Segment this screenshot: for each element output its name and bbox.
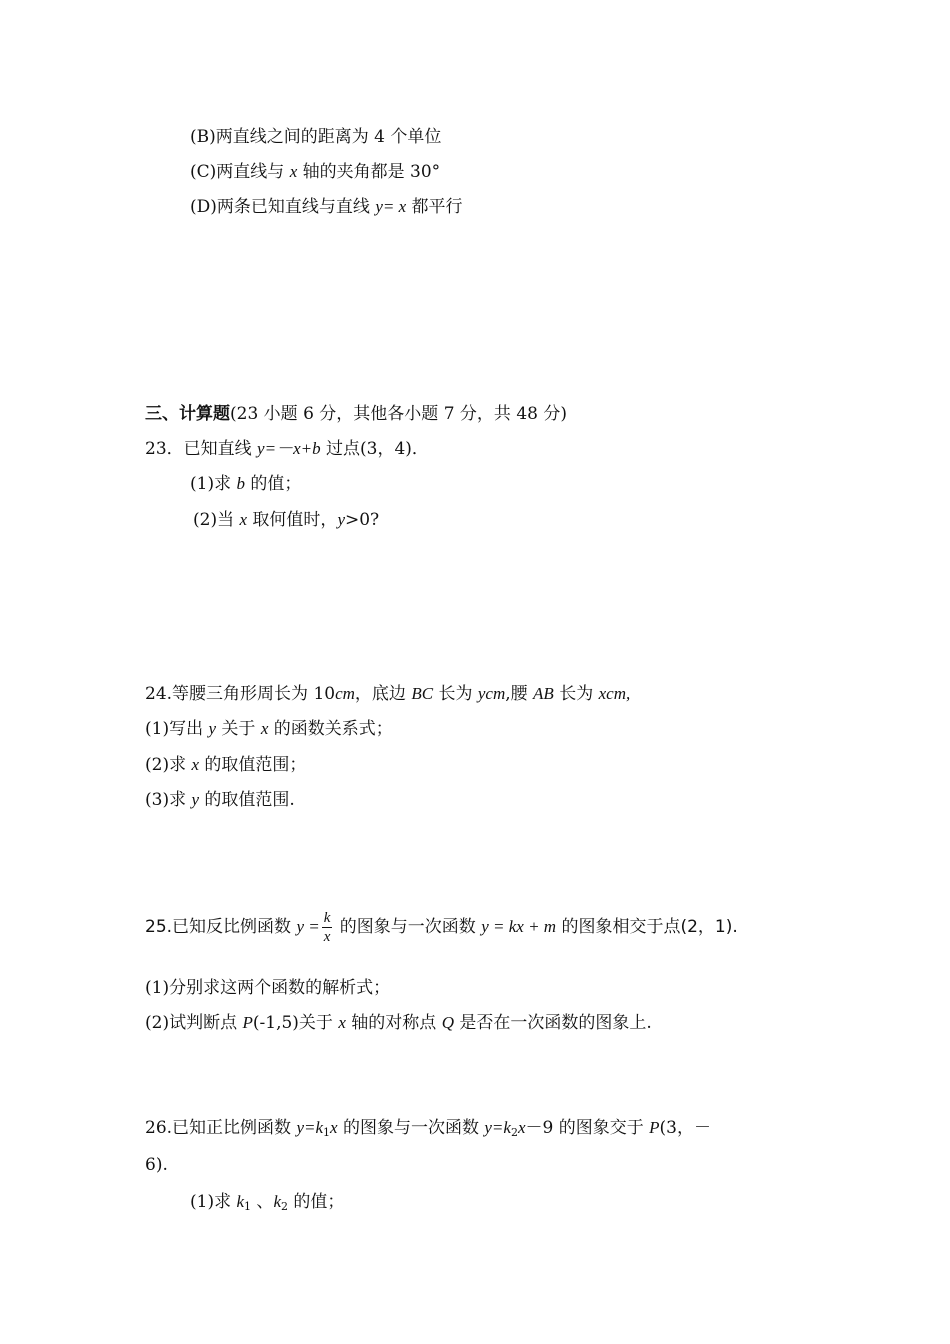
- option-b: [190, 125, 441, 149]
- q25-p2-p: P: [242, 1013, 253, 1032]
- q24-p3-y: y: [191, 790, 200, 809]
- q26-k2: k: [273, 1192, 281, 1211]
- q24-ab: AB: [533, 684, 554, 703]
- q25-p2-x: x: [338, 1013, 346, 1032]
- q23-p2-mid: 取何值时，: [247, 510, 338, 530]
- q25-y-eq: y =: [296, 917, 320, 936]
- q25-p2-q: Q: [441, 1013, 454, 1032]
- option-d-pre: (D)两条已知直线与直线: [190, 197, 376, 217]
- q26-stem-cont: [145, 1153, 168, 1177]
- section-3-title: 三、计算题: [145, 404, 230, 424]
- q26-part-1: [190, 1190, 344, 1219]
- q24-xcm: xcm,: [598, 684, 631, 703]
- q26-line2: 6).: [145, 1155, 168, 1175]
- q23-p1-pre: (1)求: [190, 474, 237, 494]
- q25-pre: 25.已知反比例函数: [145, 917, 297, 937]
- q26-eq2-b: x: [517, 1118, 526, 1137]
- q26-p1-pre: (1)求: [190, 1192, 237, 1212]
- q25-p1: (1)分别求这两个函数的解析式；: [145, 978, 391, 998]
- q25-p2-pt: (-1,5)关于: [252, 1013, 339, 1033]
- q26-eq2-c: －9 的图象交于: [525, 1118, 650, 1138]
- q24-t1: 24.等腰三角形周长为 10: [145, 684, 336, 704]
- q25-stem: [145, 903, 738, 951]
- q24-p1-mid: 关于: [216, 719, 261, 739]
- q24-t3: 长为: [433, 684, 478, 704]
- q24-part-2: [145, 753, 306, 777]
- q24-t2: ，底边: [354, 684, 412, 704]
- q23-p1-var: b: [236, 474, 245, 493]
- q26-pre: 26.已知正比例函数: [145, 1118, 297, 1138]
- q24-part-1: [145, 717, 393, 741]
- q26-eq1-a: y=k: [296, 1118, 324, 1137]
- q24-p1-post: 的函数关系式；: [268, 719, 393, 739]
- q24-bc: BC: [411, 684, 434, 703]
- q24-cm: cm: [335, 684, 355, 703]
- q24-p2-post: 的取值范围；: [199, 755, 307, 775]
- q25-mid: 的图象与一次函数: [334, 917, 482, 937]
- q26-eq1-b: x: [330, 1118, 338, 1137]
- option-c-var: x: [289, 162, 298, 181]
- q23-p2-cond: y: [337, 510, 345, 529]
- q23-post: 过点(3，4)．: [320, 439, 429, 459]
- q23-part-1: [190, 472, 301, 496]
- q24-part-3: [145, 788, 295, 812]
- q25-p2-pre: (2)试判断点: [145, 1013, 243, 1033]
- q26-eq1-sub: 1: [323, 1126, 331, 1139]
- q26-k1: k: [236, 1192, 245, 1211]
- q23-p2-post: >0?: [344, 510, 380, 530]
- q23-p2-var: x: [239, 510, 248, 529]
- q26-p1-post: 的值；: [287, 1192, 345, 1212]
- q24-p3-post: 的取值范围.: [199, 790, 295, 810]
- q24-stem: [145, 682, 630, 706]
- q24-p2-x: x: [191, 755, 200, 774]
- option-c: [190, 160, 440, 184]
- option-b-text: (B)两直线之间的距离为 4 个单位: [190, 127, 442, 147]
- q25-fraction: [322, 909, 333, 946]
- q26-mid: 的图象与一次函数: [337, 1118, 485, 1138]
- q23-eq: y=－x+b: [257, 439, 321, 458]
- q26-p: P: [649, 1118, 660, 1137]
- q25-linear: y = kx + m: [481, 917, 557, 936]
- q24-p2-pre: (2)求: [145, 755, 192, 775]
- q25-post: 的图象相交于点(2，1).: [556, 917, 738, 937]
- option-d-post: 都平行: [406, 197, 463, 217]
- q24-p1-x: x: [260, 719, 269, 738]
- q26-k2-sub: 2: [280, 1200, 288, 1213]
- option-c-pre: (C)两直线与: [190, 162, 290, 182]
- q25-frac-num: k: [323, 909, 331, 926]
- q24-t4: ,腰: [505, 684, 534, 704]
- q26-eq2-a: y=k: [484, 1118, 511, 1137]
- q23-p1-post: 的值；: [244, 474, 302, 494]
- q23-p2-pre: (2)当: [193, 510, 240, 530]
- option-d-eq: y= x: [375, 197, 407, 216]
- q25-part-2: [145, 1011, 652, 1035]
- q23-pre: 23．已知直线: [145, 439, 258, 459]
- q25-p2-post: 是否在一次函数的图象上.: [453, 1013, 652, 1033]
- section-3-heading: [145, 402, 567, 426]
- q25-frac-den: x: [323, 928, 331, 945]
- q26-k1-sub: 1: [244, 1200, 252, 1213]
- q24-p3-pre: (3)求: [145, 790, 192, 810]
- q24-t5: 长为: [553, 684, 599, 704]
- q25-p2-mid: 轴的对称点: [345, 1013, 442, 1033]
- q25-part-1: [145, 976, 390, 1000]
- q23-stem: [145, 437, 429, 461]
- q24-p1-pre: (1)写出: [145, 719, 209, 739]
- q26-stem: [145, 1116, 711, 1145]
- section-3-note: (23 小题 6 分，其他各小题 7 分，共 48 分): [230, 404, 567, 424]
- q24-p1-y: y: [208, 719, 217, 738]
- q26-pt: (3，－: [659, 1118, 711, 1138]
- q23-part-2: [193, 508, 379, 532]
- q26-sep: 、: [251, 1192, 274, 1212]
- q26-eq2-sub: 2: [510, 1126, 518, 1139]
- option-d: [190, 195, 463, 219]
- option-c-post: 轴的夹角都是 30°: [297, 162, 441, 182]
- q24-ycm: ycm: [477, 684, 506, 703]
